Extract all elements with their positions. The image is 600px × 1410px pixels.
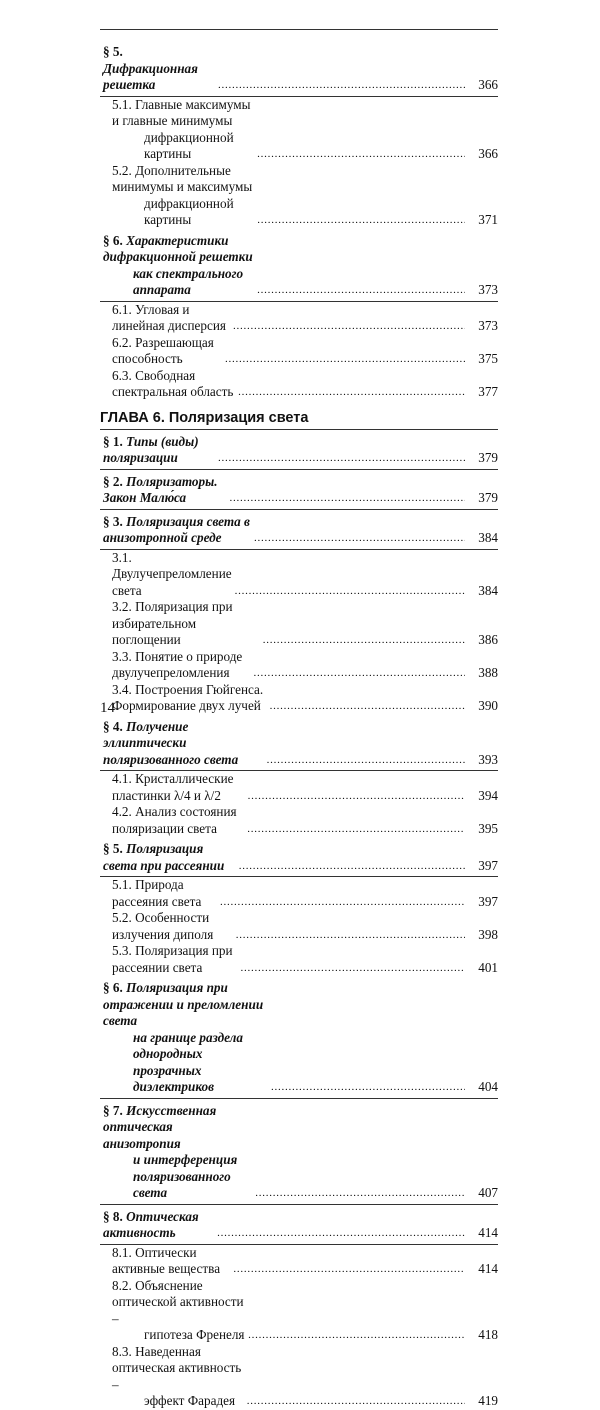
toc-sub-5-1b[interactable]: 5.1. Природа рассеяния света . . . 397	[100, 877, 498, 910]
leader-dots	[235, 582, 465, 600]
top-rule	[100, 29, 498, 30]
toc-page: 390	[478, 698, 498, 713]
toc-ch6-section-6[interactable]: § 6. Поляризация при отражении и преломлении света на границе раздела однородных прозрачных диэлектриков . . . 404	[100, 980, 498, 1096]
leader-dots	[239, 857, 465, 875]
leader-dots	[238, 383, 465, 401]
toc-ch6-section-4[interactable]: § 4. Получение эллиптически поляризованного света . . . 393	[100, 719, 498, 769]
leader-dots	[218, 449, 465, 467]
toc-sub-3-2[interactable]: 3.2. Поляризация при избирательном поглощении . . . 386	[100, 599, 498, 649]
leader-dots	[254, 664, 465, 682]
toc-page: 414	[478, 1261, 498, 1276]
toc-page: 384	[478, 530, 498, 545]
leader-dots	[257, 281, 465, 299]
toc-sub-3-1[interactable]: 3.1. Двулучепреломление света . . . 384	[100, 550, 498, 600]
toc-page: 375	[478, 351, 498, 366]
toc-page: 394	[478, 787, 498, 803]
toc-ch6-section-7[interactable]: § 7. Искусственная оптическая анизотропия и интерференция поляризованного света . . . 407	[100, 1103, 498, 1202]
leader-dots	[225, 350, 465, 368]
leader-dots	[263, 631, 465, 649]
page-number: 14	[100, 700, 115, 716]
leader-dots	[247, 820, 465, 838]
table-of-contents	[100, 40, 498, 1410]
toc-sub-6-2[interactable]: 6.2. Разрешающая способность . . . 375	[100, 335, 498, 368]
toc-page: 379	[478, 490, 498, 505]
leader-dots	[267, 751, 465, 769]
toc-page: 419	[478, 1393, 498, 1408]
section-rule	[100, 429, 498, 430]
toc-sub-6-3[interactable]: 6.3. Свободная спектральная область . . . 377	[100, 368, 498, 401]
leader-dots	[233, 1260, 465, 1278]
toc-sub-5-3b[interactable]: 5.3. Поляризация при рассеянии света . . . 401	[100, 943, 498, 976]
toc-sub-3-4[interactable]: 3.4. Построения Гюйгенса. Формирование двух лучей . . . 390	[100, 682, 498, 715]
toc-sub-8-3[interactable]: 8.3. Наведенная оптическая активность – эффект Фарадея . . . 419	[100, 1344, 498, 1410]
leader-dots	[257, 211, 465, 229]
toc-ch6-section-3[interactable]: § 3. Поляризация света в анизотропной среде . . . 384	[100, 514, 498, 547]
toc-page: 393	[478, 751, 498, 767]
leader-dots	[236, 926, 465, 944]
toc-page: 397	[478, 893, 498, 909]
toc-ch6-section-5[interactable]: § 5. Поляризация света при рассеянии . . . 397	[100, 841, 498, 874]
section-rule	[100, 1098, 498, 1099]
toc-sub-8-1[interactable]: 8.1. Оптически активные вещества . . . 414	[100, 1245, 498, 1278]
toc-page: 401	[478, 959, 498, 975]
toc-ch6-section-1[interactable]: § 1. Типы (виды) поляризации . . . 379	[100, 434, 498, 467]
leader-dots	[271, 1078, 465, 1096]
toc-ch6-section-8[interactable]: § 8. Оптическая активность . . . 414	[100, 1209, 498, 1242]
leader-dots	[217, 1224, 465, 1242]
toc-page: 366	[478, 77, 498, 92]
toc-page: 386	[478, 632, 498, 647]
toc-sub-5-2b[interactable]: 5.2. Особенности излучения диполя . . . 398	[100, 910, 498, 943]
toc-page: 373	[478, 318, 498, 333]
leader-dots	[248, 787, 465, 805]
toc-page: 384	[478, 582, 498, 598]
toc-page: 414	[478, 1225, 498, 1240]
toc-sub-6-1[interactable]: 6.1. Угловая и линейная дисперсия . . . 373	[100, 302, 498, 335]
leader-dots	[257, 145, 465, 163]
leader-dots	[230, 489, 466, 507]
section-rule	[100, 509, 498, 510]
toc-title: Дифракционная решетка	[103, 60, 198, 92]
toc-sub-4-1[interactable]: 4.1. Кристаллические пластинки λ/4 и λ/2 . . . 394	[100, 771, 498, 804]
toc-page: 398	[478, 926, 498, 942]
toc-sub-5-2[interactable]: 5.2. Дополнительные минимумы и максимумы дифракционной картины . . . 371	[100, 163, 498, 229]
toc-page: 379	[478, 450, 498, 465]
leader-dots	[247, 1392, 465, 1410]
section-rule	[100, 1204, 498, 1205]
toc-sub-5-1[interactable]: 5.1. Главные максимумы и главные минимумы дифракционной картины . . . 366	[100, 97, 498, 163]
leader-dots	[248, 1326, 465, 1344]
leader-dots	[254, 529, 465, 547]
toc-sub-3-3[interactable]: 3.3. Понятие о природе двулучепреломления . . . 388	[100, 649, 498, 682]
toc-page: 418	[478, 1327, 498, 1342]
leader-dots	[270, 697, 465, 715]
toc-page: 397	[478, 857, 498, 873]
section-rule	[100, 469, 498, 470]
toc-page: 373	[478, 282, 498, 297]
leader-dots	[240, 959, 465, 977]
toc-page: 388	[478, 665, 498, 680]
leader-dots	[218, 76, 465, 94]
toc-sub-8-2[interactable]: 8.2. Объяснение оптической активности – гипотеза Френеля . . . 418	[100, 1278, 498, 1344]
leader-dots	[233, 317, 465, 335]
toc-ch6-section-2[interactable]: § 2. Поляризаторы. Закон Малю́са . . . 379	[100, 474, 498, 507]
leader-dots	[220, 893, 465, 911]
toc-sub-4-2[interactable]: 4.2. Анализ состояния поляризации света . . . 395	[100, 804, 498, 837]
chapter-title[interactable]: ГЛАВА 6. Поляризация света	[100, 409, 309, 426]
toc-page: 395	[478, 820, 498, 836]
toc-page: 377	[478, 384, 498, 399]
toc-page: 404	[478, 1079, 498, 1094]
toc-page: 366	[478, 146, 498, 161]
leader-dots	[255, 1184, 465, 1202]
toc-section-6[interactable]: § 6. Характеристики дифракционной решетки как спектрального аппарата . . . 373	[100, 233, 498, 299]
toc-page: 407	[478, 1185, 498, 1200]
toc-section-5[interactable]: § 5. Дифракционная решетка . . . 366	[100, 44, 498, 94]
toc-page: 371	[478, 212, 498, 227]
